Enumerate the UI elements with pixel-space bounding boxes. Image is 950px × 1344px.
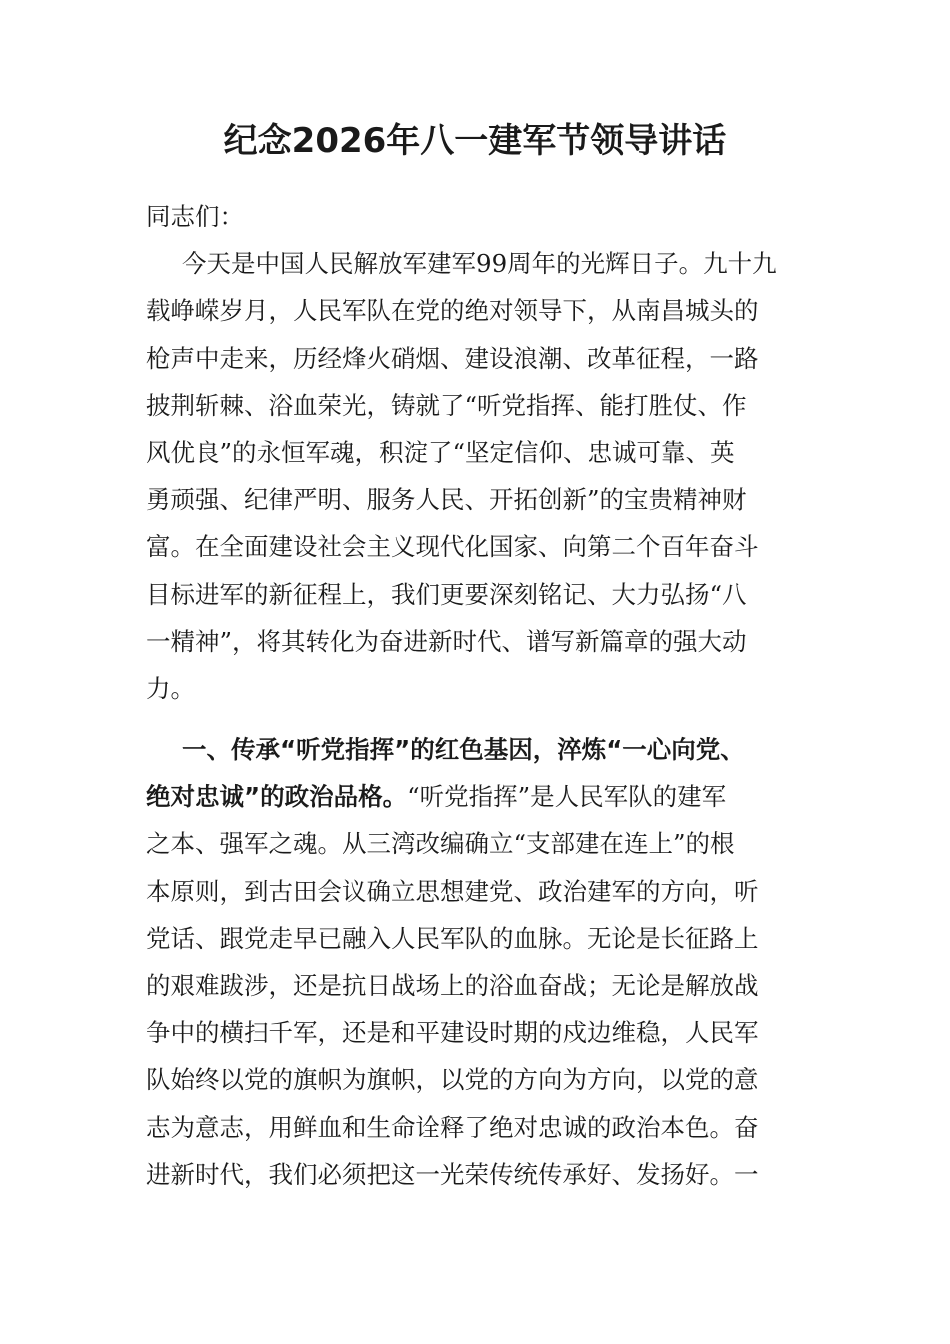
paragraph-1 <box>146 240 806 712</box>
section-1 <box>146 726 806 1198</box>
section-1-heading: 一、传承“听党指挥”的红色基因，淬炼“一心向党、 <box>182 735 745 765</box>
section-1-line: 进新时代，我们必须把这一光荣传统传承好、发扬好。一 <box>146 1159 759 1189</box>
paragraph-line: 目标进军的新征程上，我们更要深刻铭记、大力弘扬“八 <box>146 579 747 609</box>
salutation: 同志们： <box>146 202 244 231</box>
document-title: 纪念2026年八一建军节领导讲话 <box>223 121 727 161</box>
paragraph-line: 富。在全面建设社会主义现代化国家、向第二个百年奋斗 <box>146 532 759 562</box>
document-body <box>146 193 806 1198</box>
section-1-line <box>146 773 806 820</box>
section-1-line: 本原则，到古田会议确立思想建党、政治建军的方向，听 <box>146 876 759 906</box>
section-1-line: 党话、跟党走早已融入人民军队的血脉。无论是长征路上 <box>146 923 759 953</box>
section-1-text: “听党指挥”是人民军队的建军 <box>407 782 727 812</box>
section-1-line: 队始终以党的旗帜为旗帜，以党的方向为方向，以党的意 <box>146 1065 759 1095</box>
paragraph-line: 一精神”，将其转化为奋进新时代、谱写新篇章的强大动 <box>146 626 747 656</box>
section-1-line: 志为意志，用鲜血和生命诠释了绝对忠诚的政治本色。奋 <box>146 1112 759 1142</box>
paragraph-line: 风优良”的永恒军魂，积淀了“坚定信仰、忠诚可靠、英 <box>146 437 735 467</box>
paragraph-line: 今天是中国人民解放军建军99周年的光辉日子。九十九 <box>182 249 777 279</box>
section-1-line: 的艰难跋涉，还是抗日战场上的浴血奋战；无论是解放战 <box>146 971 759 1000</box>
section-1-line: 之本、强军之魂。从三湾改编确立“支部建在连上”的根 <box>146 829 735 859</box>
paragraph-line: 披荆斩棘、浴血荣光，铸就了“听党指挥、能打胜仗、作 <box>146 390 747 420</box>
paragraph-line: 勇顽强、纪律严明、服务人民、开拓创新”的宝贵精神财 <box>146 485 747 515</box>
paragraph-line: 枪声中走来，历经烽火硝烟、建设浪潮、改革征程，一路 <box>146 343 759 373</box>
section-1-line: 争中的横扫千军，还是和平建设时期的戍边维稳，人民军 <box>146 1018 759 1048</box>
section-1-heading-end: 绝对忠诚”的政治品格。 <box>146 782 408 812</box>
paragraph-line: 载峥嵘岁月，人民军队在党的绝对领导下，从南昌城头的 <box>146 296 759 326</box>
paragraph-line: 力。 <box>146 673 195 703</box>
